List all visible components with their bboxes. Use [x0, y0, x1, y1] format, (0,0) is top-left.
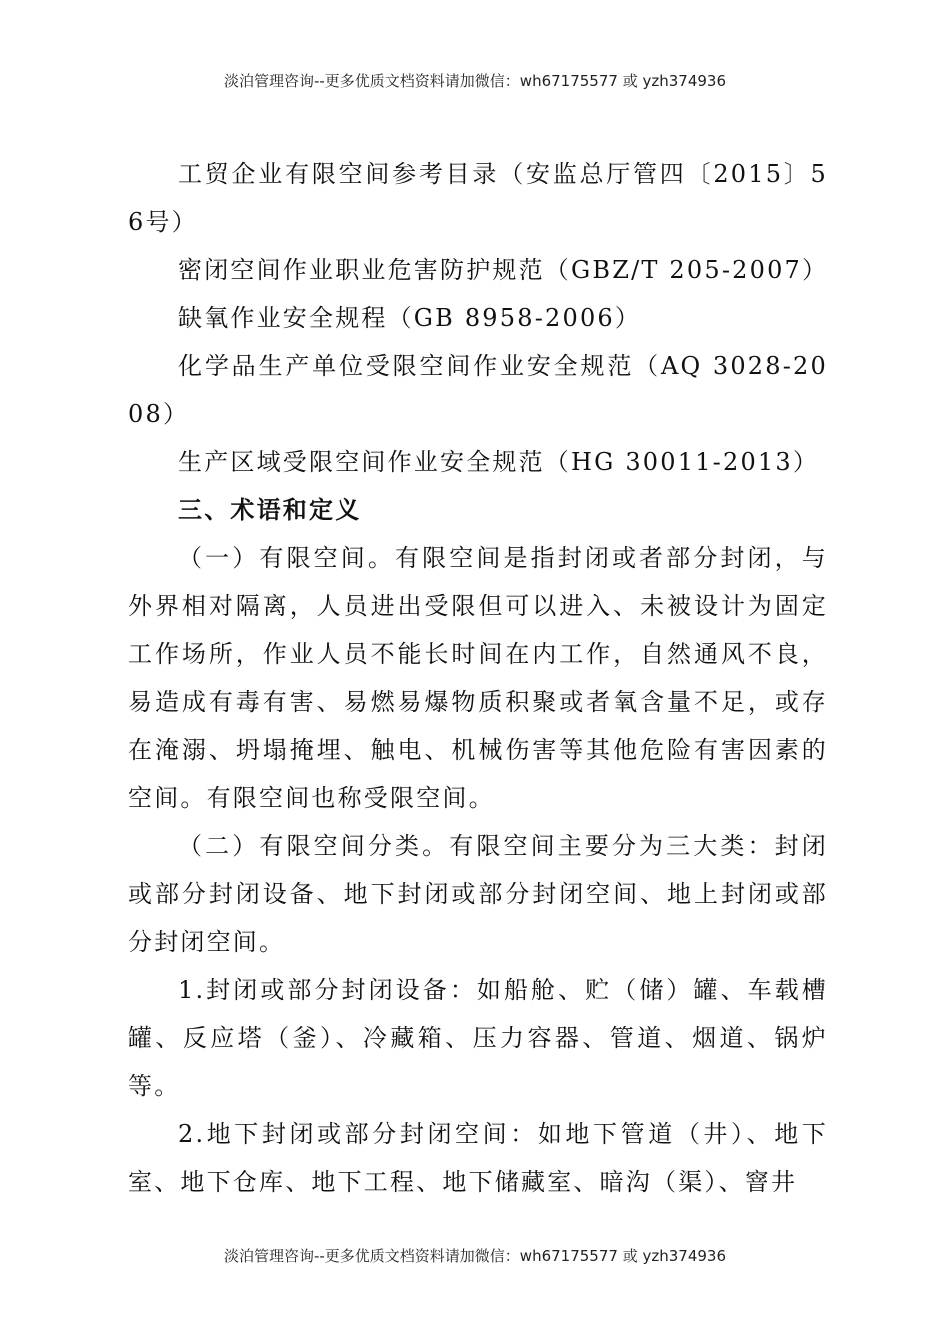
- reference-item: 密闭空间作业职业危害防护规范（GBZ/T 205-2007）: [178, 256, 829, 284]
- page-header: 淡泊管理咨询--更多优质文档资料请加微信：wh67175577 或 yzh374936: [223, 72, 726, 90]
- page-footer: 淡泊管理咨询--更多优质文档资料请加微信：wh67175577 或 yzh374936: [223, 1247, 726, 1265]
- document-body: [128, 150, 828, 1206]
- reference-item: 工贸企业有限空间参考目录（安监总厅管四〔2015〕56号）: [128, 160, 828, 236]
- paragraph: 1.封闭或部分封闭设备：如船舱、贮（储）罐、车载槽罐、反应塔（釜）、冷藏箱、压力容器、管道、烟道、锅炉等。: [128, 976, 828, 1100]
- paragraph: （二）有限空间分类。有限空间主要分为三大类：封闭或部分封闭设备、地下封闭或部分封闭空间、地上封闭或部分封闭空间。: [128, 832, 828, 956]
- paragraph: （一）有限空间。有限空间是指封闭或者部分封闭，与外界相对隔离，人员进出受限但可以进入、未被设计为固定工作场所，作业人员不能长时间在内工作，自然通风不良，易造成有毒有害、易燃易爆物质积聚或者氧含量不足，或存在淹溺、坍塌掩埋、触电、机械伤害等其他危险有害因素的空间。有限空间也称受限空间。: [128, 544, 828, 812]
- paragraph: 2.地下封闭或部分封闭空间：如地下管道（井）、地下室、地下仓库、地下工程、地下储藏室、暗沟（渠）、窨井: [128, 1120, 828, 1196]
- reference-item: 生产区域受限空间作业安全规范（HG 30011-2013）: [178, 448, 820, 476]
- reference-item: 缺氧作业安全规程（GB 8958-2006）: [178, 304, 642, 332]
- section-heading: 三、术语和定义: [178, 496, 362, 524]
- reference-item: 化学品生产单位受限空间作业安全规范（AQ 3028-2008）: [128, 352, 828, 428]
